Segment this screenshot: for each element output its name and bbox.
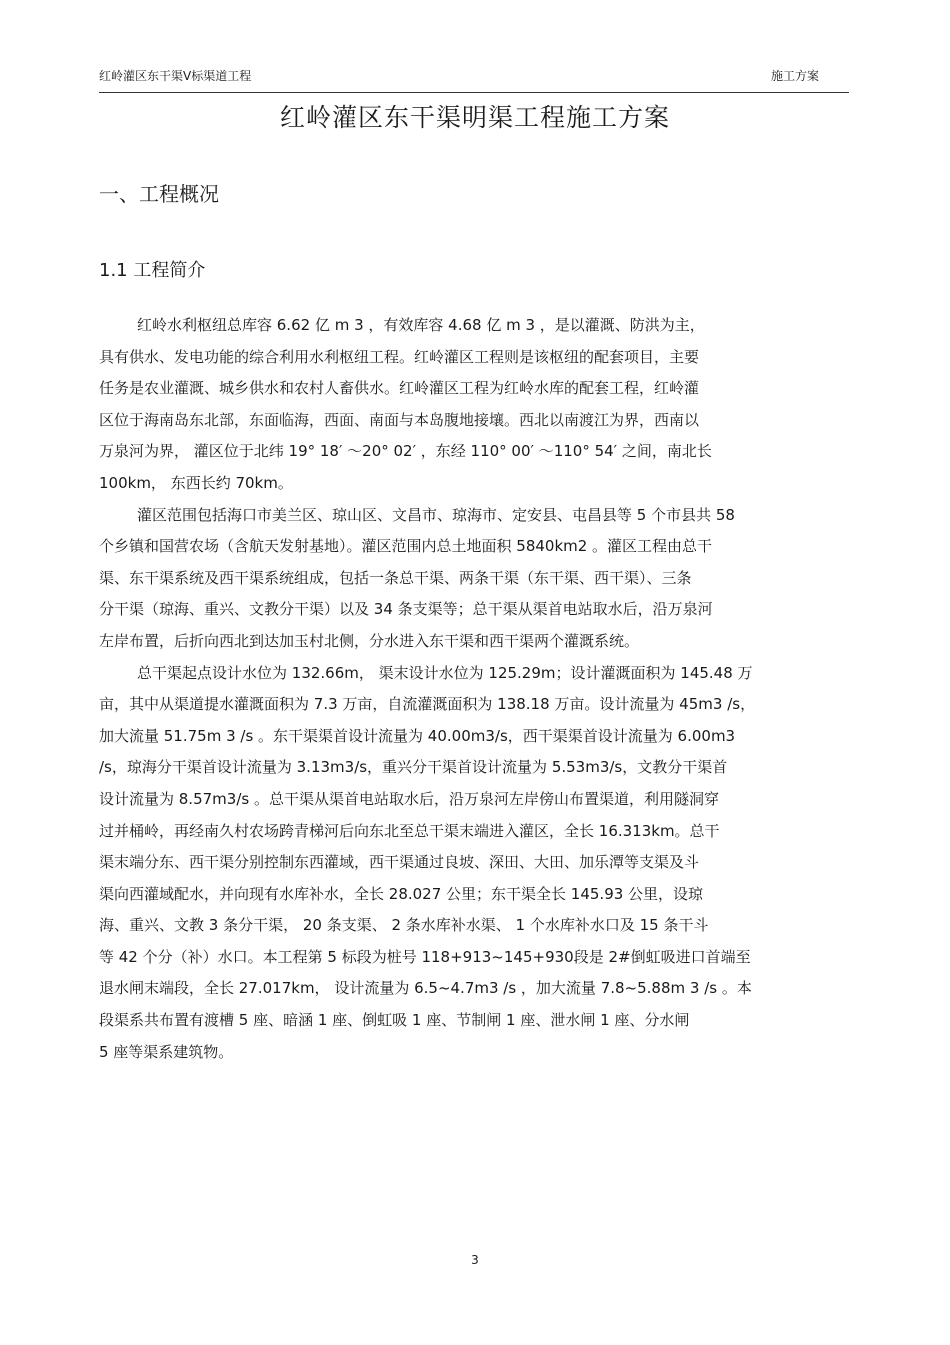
paragraph-1-line: 万泉河为界， 灌区位于北纬 19° 18′ ～20° 02′ ，东经 110° 00′ ～110° 54′ 之间，南北长 bbox=[99, 442, 712, 461]
paragraph-1-line: 区位于海南岛东北部，东面临海，西面、南面与本岛腹地接壤。西北以南渡江为界，西南以 bbox=[99, 410, 700, 429]
paragraph-1-line: 任务是农业灌溉、城乡供水和农村人畜供水。红岭灌区工程为红岭水库的配套工程，红岭灌 bbox=[99, 379, 700, 398]
running-header bbox=[99, 66, 849, 90]
paragraph-2-line: 灌区范围包括海口市美兰区、琼山区、文昌市、琼海市、定安县、屯昌县等 5 个市县共 58 bbox=[137, 505, 735, 524]
paragraph-3-line: 渠末端分东、西干渠分别控制东西灌域，西干渠通过良坡、深田、大田、加乐潭等支渠及斗 bbox=[99, 853, 700, 872]
paragraph-3-line: 渠向西灌域配水，并向现有水库补水，全长 28.027 公里；东干渠全长 145.93 公里，设琼 bbox=[99, 884, 704, 903]
paragraph-3-line: 段渠系共布置有渡槽 5 座、暗涵 1 座、倒虹吸 1 座、节制闸 1 座、泄水闸 1 座、分水闸 bbox=[99, 1011, 690, 1030]
page-number: 3 bbox=[471, 1253, 479, 1267]
paragraph-2-line: 左岸布置，后折向西北到达加玉村北侧，分水进入东干渠和西干渠两个灌溉系统。 bbox=[99, 631, 640, 650]
paragraph-3-line: 退水闸末端段，全长 27.017km， 设计流量为 6.5~4.7m3 /s ，加大流量 7.8~5.88m 3 /s 。本 bbox=[99, 979, 752, 998]
paragraph-3-line: 5 座等渠系建筑物。 bbox=[99, 1042, 234, 1061]
paragraph-1-line: 红岭水利枢纽总库容 6.62 亿 m 3 ，有效库容 4.68 亿 m 3 ，是以灌溉、防洪为主， bbox=[137, 316, 705, 334]
section-heading: 一、工程概况 bbox=[99, 182, 219, 206]
header-divider bbox=[99, 92, 849, 93]
paragraph-2-line: 渠、东干渠系统及西干渠系统组成，包括一条总干渠、两条干渠（东干渠、西干渠）、三条 bbox=[99, 568, 692, 587]
paragraph-3-line: 等 42 个分（补）水口。本工程第 5 标段为桩号 118+913~145+930段是 2#倒虹吸进口首端至 bbox=[99, 947, 751, 966]
header-doc-type: 施工方案 bbox=[770, 69, 819, 83]
paragraph-3-line: /s，琼海分干渠首设计流量为 3.13m3/s，重兴分干渠首设计流量为 5.53m3/s，文教分干渠首 bbox=[99, 758, 728, 777]
paragraph-3-line: 加大流量 51.75m 3 /s 。东干渠渠首设计流量为 40.00m3/s，西干渠渠首设计流量为 6.00m3 bbox=[99, 726, 736, 745]
subsection-heading: 1.1 工程简介 bbox=[99, 260, 206, 281]
body-text bbox=[99, 310, 849, 1068]
header-project-name: 红岭灌区东干渠Ⅴ标渠道工程 bbox=[99, 69, 252, 83]
paragraph-2-line: 个乡镇和国营农场（含航天发射基地）。灌区范围内总土地面积 5840km2 。灌区工程由总干 bbox=[99, 537, 713, 556]
paragraph-2-line: 分干渠（琼海、重兴、文教分干渠）以及 34 条支渠等；总干渠从渠首电站取水后，沿万泉河 bbox=[99, 600, 713, 619]
paragraph-1-line: 100km， 东西长约 70km。 bbox=[99, 473, 293, 492]
paragraph-3-line: 亩，其中从渠道提水灌溉面积为 7.3 万亩，自流灌溉面积为 138.18 万亩。设计流量为 45m3 /s， bbox=[99, 695, 756, 714]
paragraph-1-line: 具有供水、发电功能的综合利用水利枢纽工程。红岭灌区工程则是该枢纽的配套项目，主要 bbox=[99, 347, 700, 366]
paragraph-3-line: 海、重兴、文教 3 条分干渠， 20 条支渠、 2 条水库补水渠、 1 个水库补水口及 15 条干斗 bbox=[99, 916, 709, 935]
paragraph-3-line: 总干渠起点设计水位为 132.66m， 渠末设计水位为 125.29m；设计灌溉面积为 145.48 万 bbox=[137, 663, 753, 682]
paragraph-3-line: 设计流量为 8.57m3/s 。总干渠从渠首电站取水后，沿万泉河左岸傍山布置渠道，利用隧洞穿 bbox=[99, 789, 719, 808]
document-title: 红岭灌区东干渠明渠工程施工方案 bbox=[279, 103, 670, 132]
paragraph-3-line: 过并桶岭，再经南久村农场跨青梯河后向东北至总干渠末端进入灌区，全长 16.313km。总干 bbox=[99, 821, 720, 840]
